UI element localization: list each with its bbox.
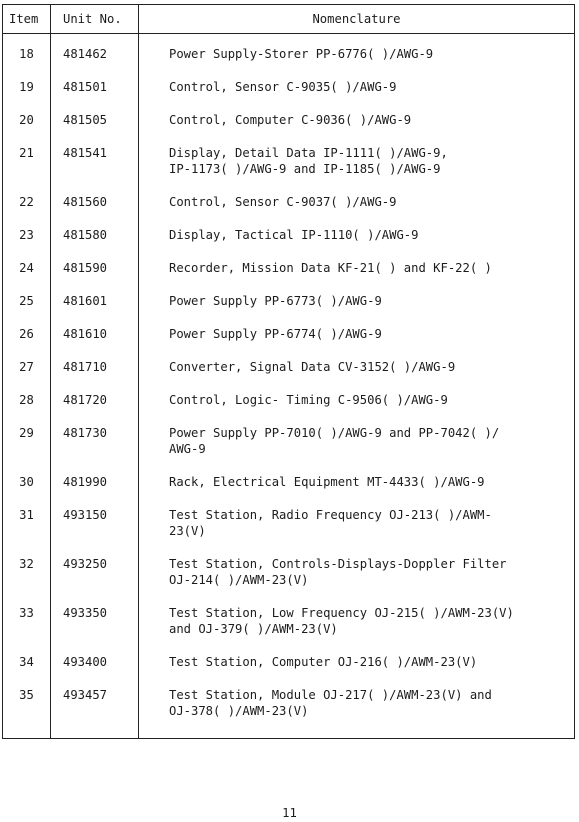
unit-no-cell: 493250 (51, 544, 139, 593)
table-row (3, 215, 575, 248)
nomenclature-cell: Test Station, Module OJ-217( )/AWM-23(V) and OJ-378( )/AWM-23(V) (139, 675, 575, 739)
unit-no-cell: 481710 (51, 347, 139, 380)
item-cell: 24 (19, 261, 34, 275)
unit-no-cell: 481610 (51, 314, 139, 347)
item-cell: 20 (19, 113, 34, 127)
nomenclature-cell: Display, Detail Data IP-1111( )/AWG-9, IP-1173( )/AWG-9 and IP-1185( )/AWG-9 (139, 133, 575, 182)
item-cell: 30 (19, 475, 34, 489)
item-cell: 34 (19, 655, 34, 669)
nomenclature-cell: Test Station, Computer OJ-216( )/AWM-23(V) (139, 642, 575, 675)
unit-no-cell: 481462 (51, 34, 139, 68)
nomenclature-cell: Test Station, Low Frequency OJ-215( )/AWM-23(V) and OJ-379( )/AWM-23(V) (139, 593, 575, 642)
table-row (3, 413, 575, 462)
table-row (3, 544, 575, 593)
nomenclature-cell: Converter, Signal Data CV-3152( )/AWG-9 (139, 347, 575, 380)
nomenclature-cell: Control, Computer C-9036( )/AWG-9 (139, 100, 575, 133)
table-header-row (3, 5, 575, 34)
nomenclature-cell: Test Station, Radio Frequency OJ-213( )/AWM- 23(V) (139, 495, 575, 544)
unit-no-cell: 493350 (51, 593, 139, 642)
item-cell: 31 (19, 508, 34, 522)
nomenclature-cell: Power Supply PP-7010( )/AWG-9 and PP-7042( )/ AWG-9 (139, 413, 575, 462)
nomenclature-cell: Power Supply PP-6774( )/AWG-9 (139, 314, 575, 347)
nomenclature-cell: Recorder, Mission Data KF-21( ) and KF-22( ) (139, 248, 575, 281)
table-row (3, 34, 575, 68)
unit-no-cell: 481541 (51, 133, 139, 182)
item-cell: 21 (19, 146, 34, 160)
header-item: Item (3, 5, 51, 34)
unit-no-cell: 493150 (51, 495, 139, 544)
item-cell: 23 (19, 228, 34, 242)
header-nomenclature: Nomenclature (139, 5, 575, 34)
table-row (3, 642, 575, 675)
item-cell: 32 (19, 557, 34, 571)
unit-no-cell: 493400 (51, 642, 139, 675)
item-cell: 19 (19, 80, 34, 94)
unit-no-cell: 481580 (51, 215, 139, 248)
item-cell: 28 (19, 393, 34, 407)
item-cell: 29 (19, 426, 34, 440)
table-row (3, 281, 575, 314)
nomenclature-cell: Control, Logic- Timing C-9506( )/AWG-9 (139, 380, 575, 413)
table-row (3, 182, 575, 215)
table-row (3, 675, 575, 739)
nomenclature-cell: Power Supply-Storer PP-6776( )/AWG-9 (139, 34, 575, 68)
table-row (3, 593, 575, 642)
unit-no-cell: 481505 (51, 100, 139, 133)
nomenclature-cell: Test Station, Controls-Displays-Doppler Filter OJ-214( )/AWM-23(V) (139, 544, 575, 593)
nomenclature-cell: Control, Sensor C-9035( )/AWG-9 (139, 67, 575, 100)
table-row (3, 67, 575, 100)
item-cell: 26 (19, 327, 34, 341)
nomenclature-cell: Display, Tactical IP-1110( )/AWG-9 (139, 215, 575, 248)
unit-no-cell: 481730 (51, 413, 139, 462)
nomenclature-cell: Rack, Electrical Equipment MT-4433( )/AWG-9 (139, 462, 575, 495)
unit-no-cell: 481601 (51, 281, 139, 314)
header-unit-no: Unit No. (51, 5, 139, 34)
item-cell: 33 (19, 606, 34, 620)
table-row (3, 248, 575, 281)
table-row (3, 380, 575, 413)
item-cell: 27 (19, 360, 34, 374)
page-number: 11 (282, 806, 297, 820)
table-row (3, 133, 575, 182)
unit-no-cell: 493457 (51, 675, 139, 739)
table-row (3, 347, 575, 380)
table-row (3, 100, 575, 133)
unit-no-cell: 481720 (51, 380, 139, 413)
item-cell: 18 (19, 47, 34, 61)
item-cell: 22 (19, 195, 34, 209)
table-row (3, 314, 575, 347)
unit-no-cell: 481560 (51, 182, 139, 215)
item-cell: 35 (19, 688, 34, 702)
nomenclature-cell: Control, Sensor C-9037( )/AWG-9 (139, 182, 575, 215)
table-row (3, 495, 575, 544)
unit-no-cell: 481990 (51, 462, 139, 495)
table-body (3, 34, 575, 739)
unit-no-cell: 481590 (51, 248, 139, 281)
unit-no-cell: 481501 (51, 67, 139, 100)
nomenclature-cell: Power Supply PP-6773( )/AWG-9 (139, 281, 575, 314)
table-row (3, 462, 575, 495)
item-cell: 25 (19, 294, 34, 308)
equipment-table (2, 4, 575, 739)
